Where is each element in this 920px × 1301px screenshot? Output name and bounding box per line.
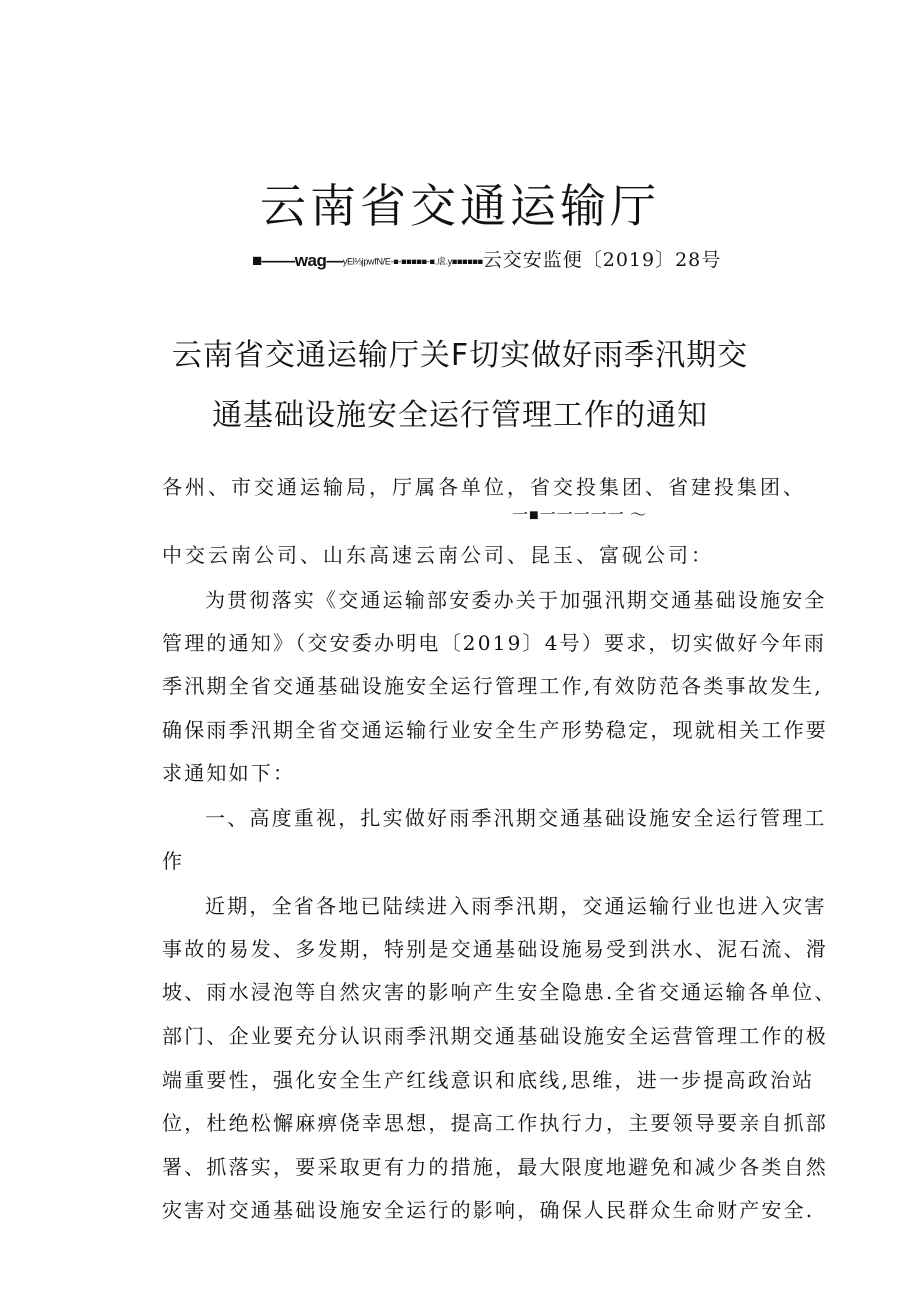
document-title-line-1: 云南省交通运输厅关F切实做好雨季汛期交 (171, 338, 749, 373)
paragraph-1-line: 管理的通知》（交安委办明电〔2019〕4号）要求，切实做好今年雨 (162, 631, 827, 655)
letterhead-agency-name: 云南省交通运输厅 (260, 179, 660, 233)
section-1-heading-line: 一、高度重视，扎实做好雨季汛期交通基础设施安全运行管理工 (205, 806, 827, 830)
paragraph-1-line: 为贯彻落实《交通运输部安委办关于加强汛期交通基础设施安全 (205, 588, 827, 612)
paragraph-2-line: 灾害对交通基础设施安全运行的影响，确保人民群众生命财产安全. (162, 1198, 815, 1222)
paragraph-2-line: 事故的易发、多发期，特别是交通基础设施易受到洪水、泥石流、滑 (162, 937, 828, 961)
document-title-line-2: 通基础设施安全运行管理工作的通知 (212, 398, 708, 433)
scan-artifact-text: ■——wag— (252, 251, 343, 270)
recipients-line-1: 各州、市交通运输局，厅属各单位，省交投集团、省建投集团、 (162, 475, 806, 499)
paragraph-2-line: 端重要性，强化安全生产红线意识和底线,思维，进一步提高政治站 (162, 1068, 815, 1092)
recipients-line-2: 中交云南公司、山东高速云南公司、昆玉、富砚公司： (162, 543, 714, 567)
document-number: 云交安监便〔2019〕28号 (482, 249, 722, 271)
paragraph-1-line: 季汛期全省交通基础设施安全运行管理工作,有效防范各类事故发生, (162, 674, 823, 698)
paragraph-2-line: 署、抓落实，要采取更有力的措施，最大限度地避免和减少各类自然 (162, 1155, 828, 1179)
paragraph-2-line: 近期，全省各地已陆续进入雨季汛期，交通运输行业也进入灾害 (205, 894, 827, 918)
scan-artifact-small-text: yEl⅓jpwfN/E-■-■■■■■-■.虐.y■■■■■■ (342, 256, 483, 267)
paragraph-1-line: 求通知如下： (162, 761, 296, 785)
paragraph-2-line: 位，杜绝松懈麻痹侥幸思想，提高工作执行力，主要领导要亲自抓部 (162, 1111, 828, 1135)
paragraph-2-line: 坡、雨水浸泡等自然灾害的影响产生安全隐患.全省交通运输各单位、 (162, 980, 837, 1004)
paragraph-2-line: 部门、企业要充分认识雨季汛期交通基础设施安全运营管理工作的极 (162, 1024, 828, 1048)
document-number-row (252, 246, 762, 274)
paragraph-1-line: 确保雨季汛期全省交通运输行业安全生产形势稳定，现就相关工作要 (162, 718, 828, 742)
scan-artifact-line: 一■一一一一一 ～ (512, 507, 648, 524)
section-1-heading-line: 作 (162, 849, 185, 873)
